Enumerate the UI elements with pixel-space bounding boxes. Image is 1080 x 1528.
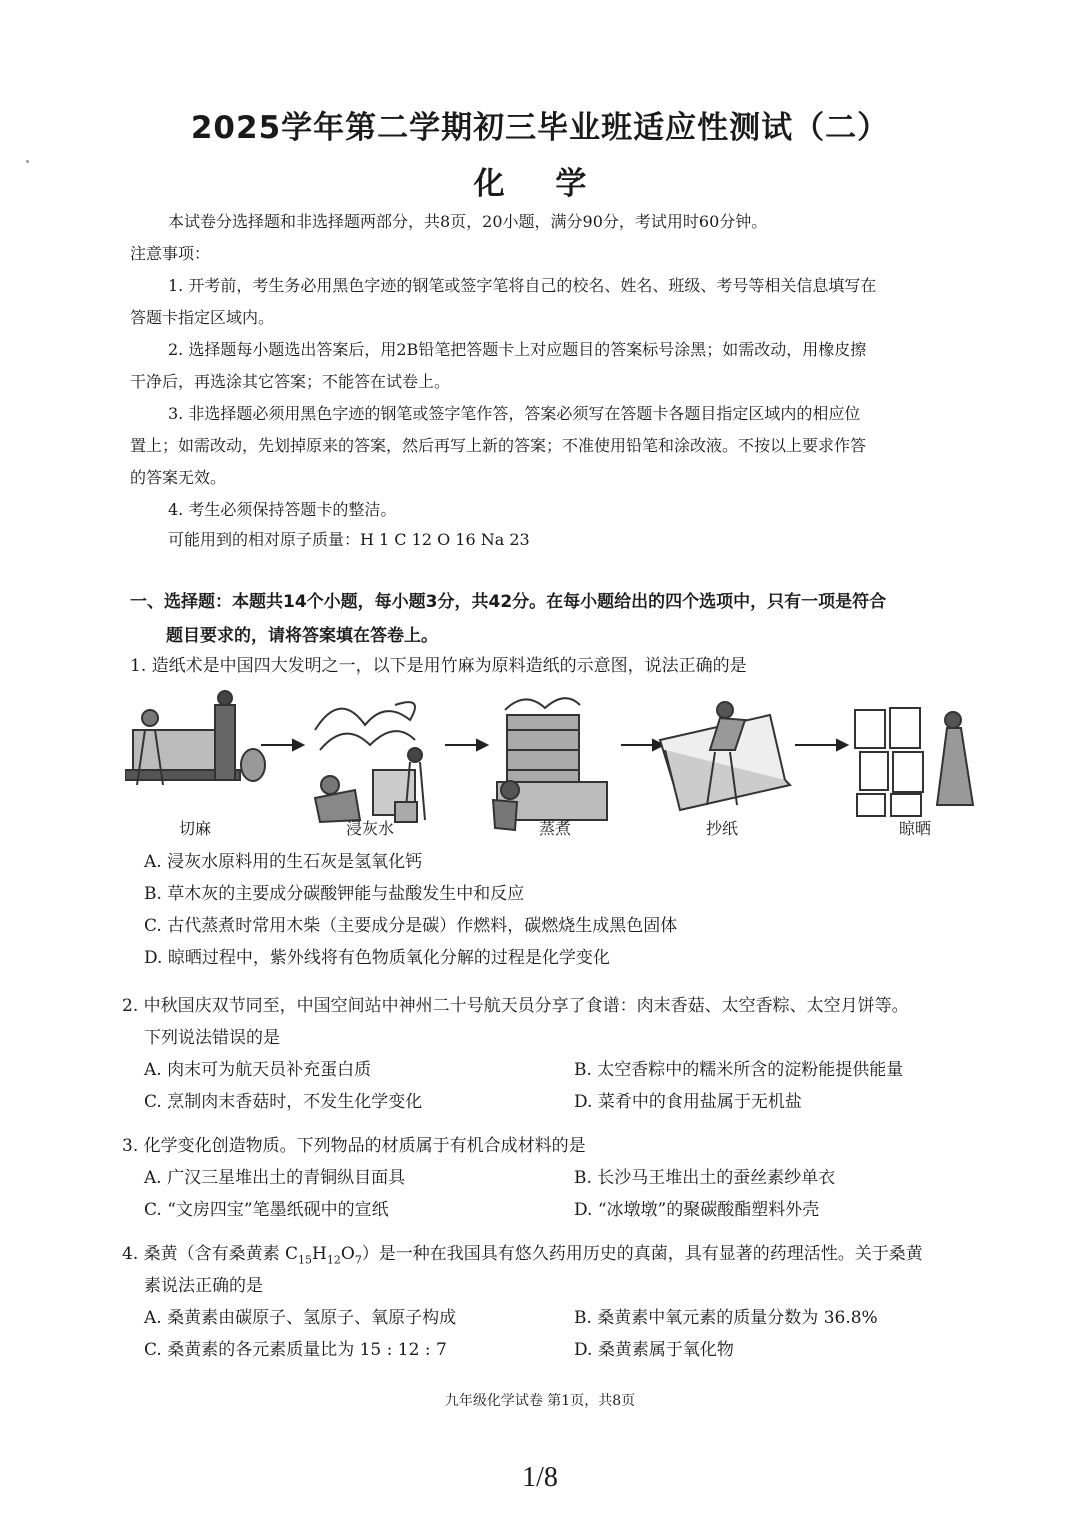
q4-stem-part: ）是一种在我国具有悠久药用历史的真菌，具有显著的药理活性。关于桑黄: [361, 1244, 923, 1264]
notice-line: 1. 开考前，考生务必用黑色字迹的钢笔或签字笔将自己的校名、姓名、班级、考号等相关信息填写在: [168, 276, 877, 295]
q4-stem-part: 4. 桑黄（含有桑黄素 C: [122, 1244, 299, 1264]
question-4-stem-cont: 素说法正确的是: [144, 1276, 263, 1296]
notice-line: 3. 非选择题必须用黑色字迹的钢笔或签字笔作答，答案必须写在答题卡各题目指定区域内的相应位: [168, 404, 861, 423]
q3-option-c: C. “文房四宝”笔墨纸砚中的宣纸: [144, 1200, 389, 1220]
step-label: 切麻: [178, 819, 211, 838]
subject-title: 化 学: [473, 166, 607, 202]
notice-heading: 注意事项：: [130, 244, 211, 263]
q3-option-d: D. “冰墩墩”的聚碳酸酯塑料外壳: [574, 1200, 820, 1220]
arrow-icon: [621, 740, 663, 750]
element-o: O: [340, 1244, 355, 1264]
section-heading-cont: 题目要求的，请将答案填在答卷上。: [166, 626, 438, 646]
q1-option-d: D. 晾晒过程中，紫外线将有色物质氧化分解的过程是化学变化: [144, 948, 610, 968]
q2-option-d: D. 菜肴中的食用盐属于无机盐: [574, 1092, 802, 1112]
q4-option-d: D. 桑黄素属于氧化物: [574, 1340, 734, 1360]
q4-option-b: B. 桑黄素中氧元素的质量分数为 36.8%: [574, 1308, 878, 1328]
notice-line: 4. 考生必须保持答题卡的整洁。: [168, 500, 397, 519]
q1-option-a: A. 浸灰水原料用的生石灰是氢氧化钙: [144, 852, 423, 872]
section-heading: 一、选择题：本题共14个小题，每小题3分，共42分。在每小题给出的四个选项中，只有一项是符合: [130, 592, 887, 612]
q2-option-b: B. 太空香粽中的糯米所含的淀粉能提供能量: [574, 1060, 904, 1080]
question-1-stem: 1. 造纸术是中国四大发明之一，以下是用竹麻为原料造纸的示意图，说法正确的是: [130, 656, 747, 676]
exam-title: 2025学年第二学期初三毕业班适应性测试（二）: [190, 110, 890, 146]
step-steam-illustration: [493, 698, 607, 830]
subscript-12: 12: [326, 1253, 341, 1267]
q4-option-a: A. 桑黄素由碳原子、氢原子、氧原子构成: [144, 1308, 457, 1328]
notice-line: 的答案无效。: [130, 468, 227, 487]
subscript-7: 7: [354, 1253, 362, 1267]
page-footer: 九年级化学试卷 第1页，共8页: [444, 1393, 636, 1409]
q1-option-c: C. 古代蒸煮时常用木柴（主要成分是碳）作燃料，碳燃烧生成黑色固体: [144, 916, 678, 936]
page-number: 1/8: [522, 1462, 558, 1493]
step-label: 抄纸: [705, 819, 738, 838]
subscript-15: 15: [298, 1253, 313, 1267]
question-4-stem: [122, 1244, 923, 1270]
step-drying-illustration: [855, 708, 973, 816]
question-2-stem: 2. 中秋国庆双节同至，中国空间站中神州二十号航天员分享了食谱：肉末香菇、太空香粽、太空月饼等。: [122, 996, 909, 1016]
q3-option-a: A. 广汉三星堆出土的青铜纵目面具: [144, 1168, 406, 1188]
q4-option-c: C. 桑黄素的各元素质量比为 15 : 12 : 7: [144, 1340, 447, 1360]
question-3-stem: 3. 化学变化创造物质。下列物品的材质属于有机合成材料的是: [122, 1136, 586, 1156]
step-lime-soak-illustration: [315, 702, 425, 822]
notice-line: 答题卡指定区域内。: [130, 308, 275, 327]
q1-option-b: B. 草木灰的主要成分碳酸钾能与盐酸发生中和反应: [144, 884, 525, 904]
q3-option-b: B. 长沙马王堆出土的蚕丝素纱单衣: [574, 1168, 836, 1188]
step-paper-making-illustration: [660, 702, 790, 810]
q2-option-a: A. 肉末可为航天员补充蛋白质: [144, 1060, 372, 1080]
intro-text: 本试卷分选择题和非选择题两部分，共8页，20小题，满分90分，考试用时60分钟。: [168, 212, 768, 231]
step-cut-hemp-illustration: [125, 691, 265, 785]
arrow-icon: [795, 740, 847, 750]
element-h: H: [312, 1244, 327, 1264]
question-2-stem-cont: 下列说法错误的是: [144, 1028, 280, 1048]
arrow-icon: [261, 740, 303, 750]
arrow-icon: [445, 740, 487, 750]
step-label: 浸灰水: [345, 819, 394, 838]
step-label: 晾晒: [898, 819, 931, 838]
q2-option-c: C. 烹制肉末香菇时，不发生化学变化: [144, 1092, 423, 1112]
notice-line: 置上；如需改动，先划掉原来的答案，然后再写上新的答案；不准使用铅笔和涂改液。不按以上要求作答: [130, 436, 867, 455]
step-label: 蒸煮: [538, 819, 571, 838]
notice-line: 干净后，再选涂其它答案；不能答在试卷上。: [130, 372, 451, 391]
notice-line: 2. 选择题每小题选出答案后，用2B铅笔把答题卡上对应题目的答案标号涂黑；如需改动，用橡皮擦: [168, 340, 867, 359]
atomic-mass-line: 可能用到的相对原子质量：H 1 C 12 O 16 Na 23: [168, 530, 530, 549]
